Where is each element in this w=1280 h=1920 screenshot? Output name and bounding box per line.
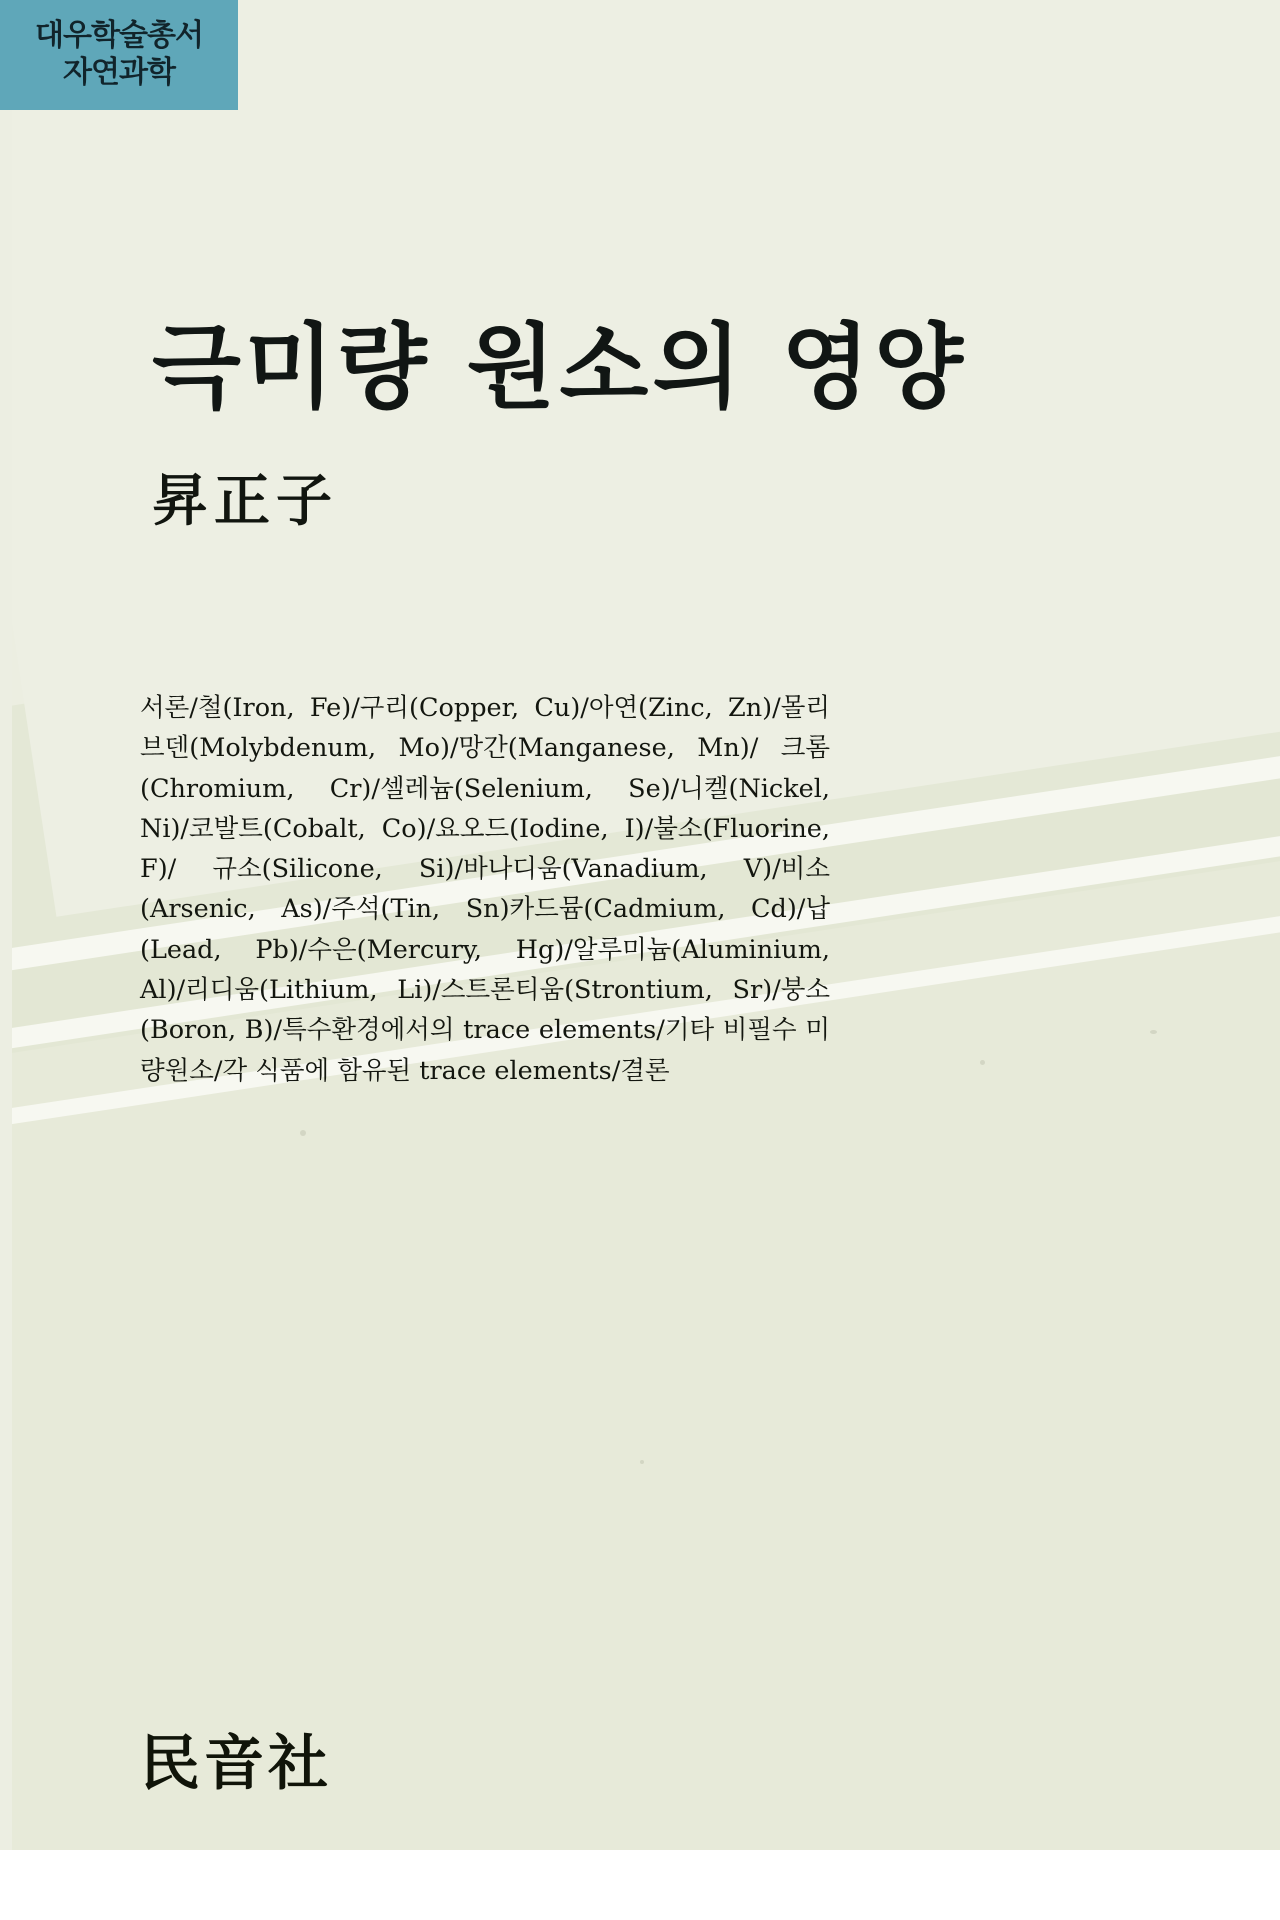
series-badge-line-1: 대우학술총서 xyxy=(35,18,203,54)
book-title: 극미량 원소의 영양 xyxy=(152,314,968,421)
title-block xyxy=(152,314,1152,537)
table-of-contents: 서론/철(Iron, Fe)/구리(Copper, Cu)/아연(Zinc, Zn)/몰리브덴(Molybdenum, Mo)/망간(Manganese, Mn)/ 크롬(Chromium, Cr)/셀레늄(Selenium, Se)/니켈(Nickel, Ni)/코발트(Cobalt, Co)/요오드(Iodine, I)/불소(Fluorine, F)/ 규소(Silicone, Si)/바나디움(Vanadium, V)/비소(Arsenic, As)/주석(Tin, Sn)카드뮴(Cadmium, Cd)/납(Lead, Pb)/수은(Mercury, Hg)/알루미늄(Aluminium, Al)/리디움(Lithium, Li)/스트론티움(Strontium, Sr)/붕소(Boron, B)/특수환경에서의 trace elements/기타 비필수 미량원소/각 식품에 함유된 trace elements/결론 xyxy=(140,693,830,1086)
paper-fleck xyxy=(1150,1030,1157,1034)
series-badge xyxy=(0,0,238,110)
bottom-white-margin xyxy=(0,1850,1280,1920)
book-author: 昇正子 xyxy=(152,467,338,534)
paper-fleck xyxy=(300,1130,306,1136)
paper-fleck xyxy=(980,1060,985,1065)
series-badge-line-2: 자연과학 xyxy=(63,55,175,90)
paper-fleck xyxy=(640,1460,644,1464)
left-edge-strip xyxy=(0,0,12,1920)
publisher-name: 民音社 xyxy=(140,1729,332,1799)
